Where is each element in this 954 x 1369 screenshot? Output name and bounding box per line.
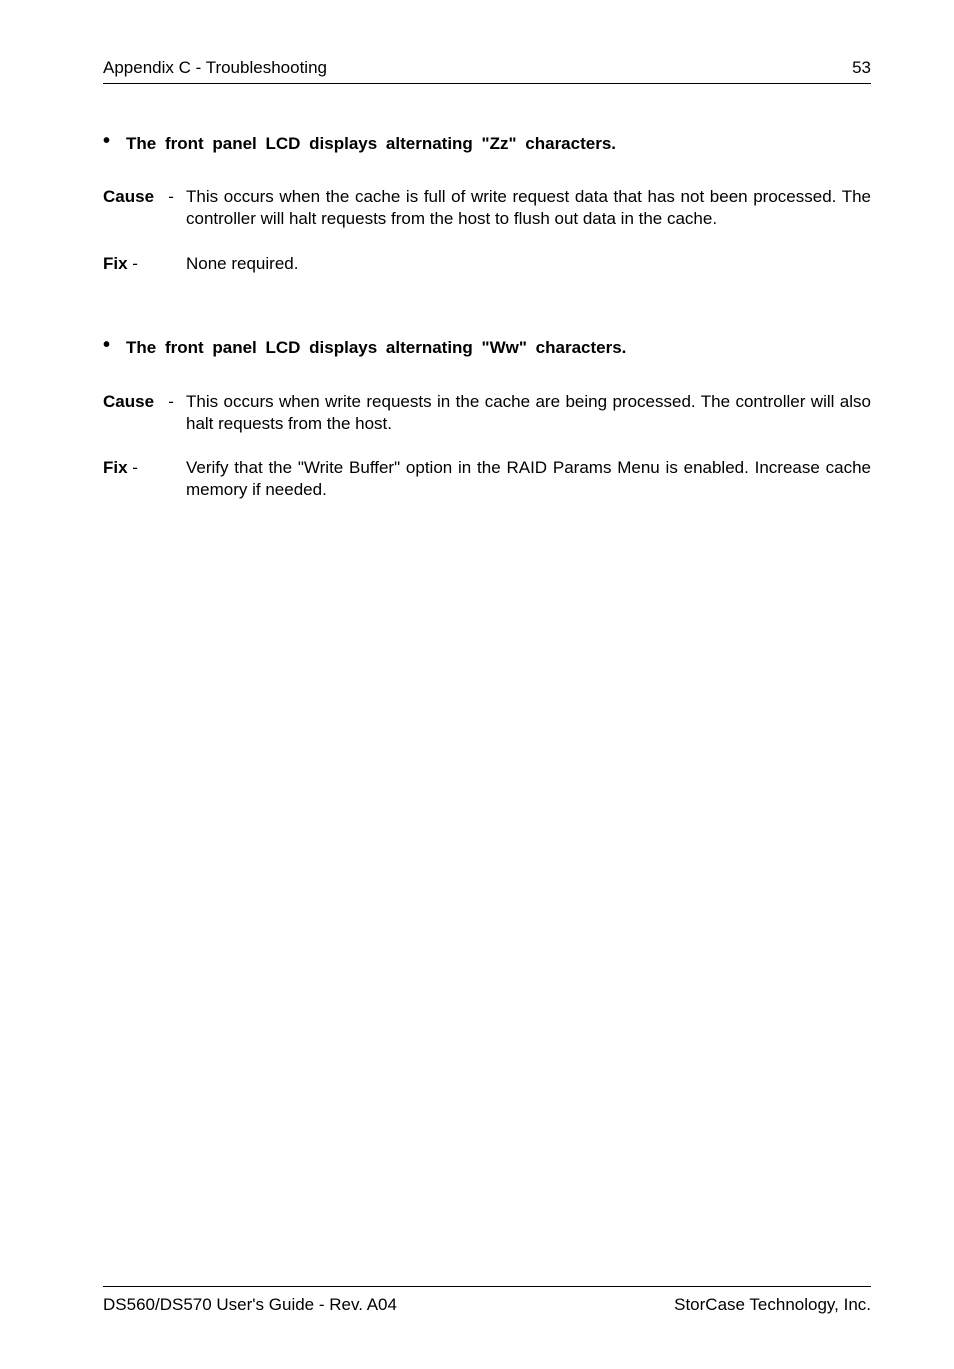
page-header [103,57,871,84]
issue-title: The front panel LCD displays alternating "Ww" characters. [126,338,627,357]
page-number: 53 [852,58,871,77]
page-footer [103,1286,871,1314]
cause-text: This occurs when the cache is full of write request data that has not been processed. The controller will halt requests from the host to flush out data in the cache. [186,187,871,228]
section-title: Appendix C - Troubleshooting [103,58,327,77]
company-name: StorCase Technology, Inc. [674,1295,871,1314]
bullet-icon: • [103,130,111,152]
cause-label: Cause - [103,187,174,206]
cause-label: Cause - [103,392,174,411]
document-title: DS560/DS570 User's Guide - Rev. A04 [103,1295,397,1314]
fix-label: Fix - [103,254,138,273]
fix-label: Fix - [103,458,138,477]
issue-title: The front panel LCD displays alternating "Zz" characters. [126,134,616,153]
bullet-icon: • [103,334,111,356]
cause-text: This occurs when write requests in the cache are being processed. The controller will also halt requests from the host. [186,392,871,433]
fix-text: Verify that the "Write Buffer" option in the RAID Params Menu is enabled. Increase cache memory if needed. [186,458,871,499]
fix-text: None required. [186,254,299,273]
